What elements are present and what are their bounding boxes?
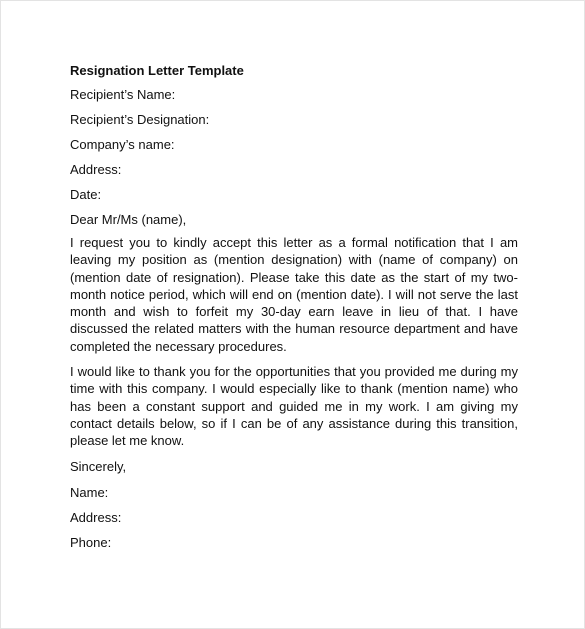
closing: Sincerely, (70, 458, 127, 474)
letter-title: Resignation Letter Template (70, 63, 244, 78)
letter-body (70, 62, 518, 559)
sender-address-field: Address: (70, 509, 122, 525)
address-field: Address: (70, 162, 122, 177)
recipient-designation-field: Recipient’s Designation: (70, 112, 210, 127)
body-paragraph-1: I request you to kindly accept this letter as a formal notification that I am leaving my position as (mention designation) with (name of company) on (mention date of resignation). Please take this date as the start of my two-month notice period, which will end on (mention date). I will not serve the last month and wish to forfeit my 30-day earn leave in lieu of that. I have discussed the related matters with the human resource department and have completed the necessary procedures. (70, 235, 518, 354)
body-paragraph-2: I would like to thank you for the opportunities that you provided me during my time with this company. I would especially like to thank (mention name) who has been a constant support and guided me in my work. I am giving my contact details below, so if I can be of any assistance during this transition, please let me know. (70, 364, 518, 449)
company-name-field: Company’s name: (70, 137, 175, 152)
salutation: Dear Mr/Ms (name), (70, 212, 187, 227)
sender-name-field: Name: (70, 484, 109, 500)
recipient-name-field: Recipient’s Name: (70, 87, 176, 102)
sender-phone-field: Phone: (70, 534, 112, 550)
date-field: Date: (70, 187, 102, 202)
